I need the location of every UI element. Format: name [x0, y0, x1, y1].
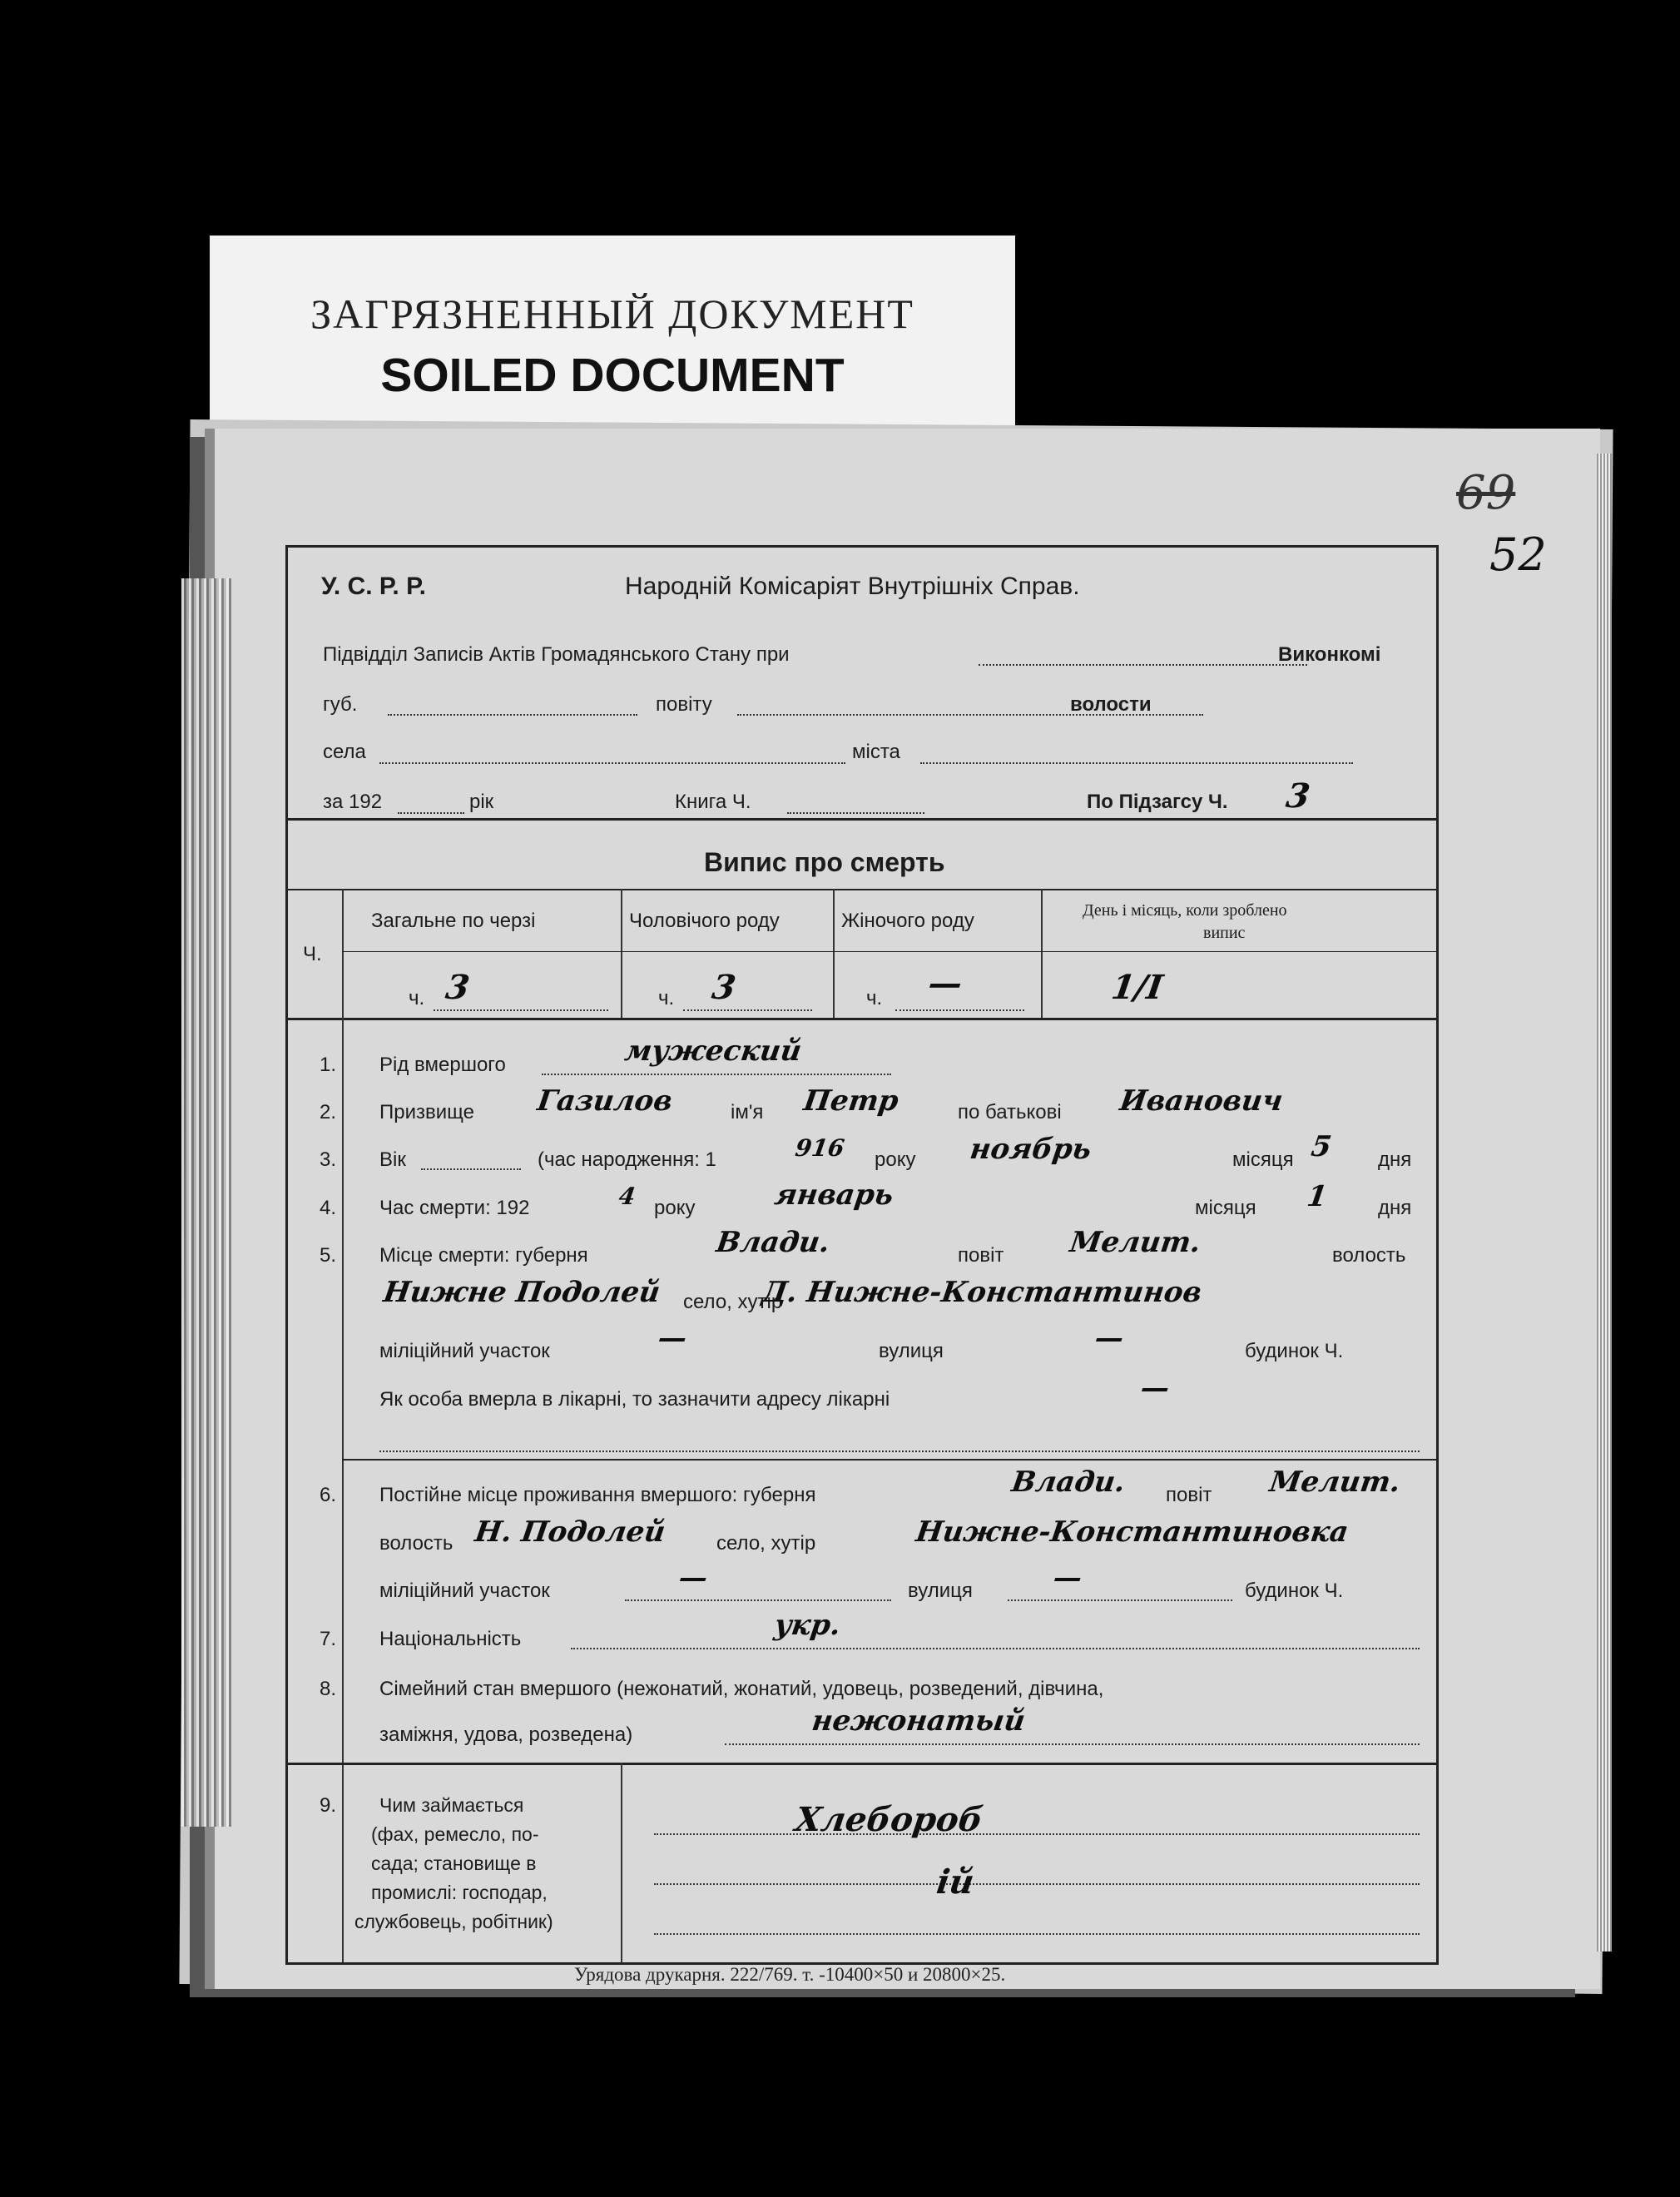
year-line: [398, 812, 464, 814]
row9-label-3: промислі: господар,: [371, 1882, 548, 1903]
row1-value: мужеский: [622, 1034, 804, 1068]
row8-value: нежонатый: [810, 1704, 1028, 1738]
row5-selo-value: Д. Нижне-Константинов: [760, 1276, 1204, 1309]
row2-patr: Иванович: [1118, 1084, 1286, 1118]
row2-surname: Газилов: [535, 1084, 675, 1118]
row4-num: 4.: [320, 1197, 337, 1219]
general-line: [434, 1009, 608, 1011]
subsection-value: 3: [1283, 776, 1313, 816]
stamp-ru: ЗАГРЯЗНЕННЫЙ ДОКУМЕНТ: [310, 290, 914, 337]
row9-divider: [621, 1763, 622, 1962]
table-top: [288, 889, 1436, 890]
header-book: Книга Ч.: [675, 791, 751, 813]
row5-hospital-label: Як особа вмерла в лікарні, то зазначити адресу лікарні: [379, 1388, 890, 1411]
row9-label-4: службовець, робітник): [354, 1911, 553, 1932]
soiled-document-stamp: [210, 236, 1015, 444]
female-line: [895, 1009, 1024, 1011]
table-mid: [342, 951, 1436, 952]
gub-line: [388, 714, 637, 716]
header-subdept: Підвідділ Записів Актів Громадянського Стану при: [323, 643, 790, 666]
row5-povit: Мелит.: [1068, 1226, 1203, 1259]
row6-selo-value: Нижне-Константиновка: [914, 1515, 1350, 1549]
header-gub: губ.: [323, 693, 358, 716]
row6-street-value: —: [1051, 1561, 1084, 1594]
row3-age-line: [421, 1168, 521, 1170]
numbers-column-line: [342, 1018, 344, 1962]
row9-label-1: (фах, ремесло, по-: [371, 1823, 539, 1845]
row8-label-l2: заміжня, удова, розведена): [379, 1723, 633, 1746]
row5-num: 5.: [320, 1244, 337, 1267]
row6-militia-label: міліційний участок: [379, 1580, 550, 1602]
stamp-en: SOILED DOCUMENT: [380, 349, 845, 402]
header-vykonkom: Виконкомі: [1278, 643, 1381, 666]
divider-row9: [288, 1763, 1436, 1765]
general-prefix: ч.: [409, 987, 425, 1009]
row4-year: 4: [617, 1183, 637, 1210]
row1-line: [542, 1074, 891, 1075]
row5-volost-label: волость: [1332, 1244, 1406, 1267]
header-mista: міста: [852, 741, 900, 763]
row5-hospital-value: —: [1138, 1371, 1172, 1405]
row9-line1: [654, 1833, 1420, 1835]
row4-day-label: дня: [1378, 1197, 1412, 1219]
row9-value-l2: ій: [934, 1862, 977, 1902]
row9-value-l1: Хлебороб: [792, 1800, 986, 1839]
row5-militia-label: міліційний участок: [379, 1340, 550, 1362]
row6-volost-label: волость: [379, 1532, 453, 1555]
row2-label: Призвище: [379, 1101, 474, 1123]
row4-day: 1: [1305, 1180, 1330, 1213]
selo-line: [379, 762, 845, 764]
header-selo: села: [323, 741, 366, 763]
row5-selo-label: село, хутір: [683, 1291, 783, 1313]
header-state: У. С. Р. Р.: [321, 573, 426, 600]
row9-line2: [654, 1883, 1420, 1885]
header-povit: повіту: [656, 693, 712, 716]
row6-povit-label: повіт: [1166, 1484, 1212, 1506]
col-date-l1: День і місяць, коли зроблено: [1083, 901, 1287, 920]
female-prefix: ч.: [866, 987, 883, 1009]
col-female: Жіночого роду: [841, 910, 974, 932]
header-subsection: По Підзагсу Ч.: [1087, 791, 1228, 813]
row9-line3: [654, 1933, 1420, 1935]
row3-year-label: року: [875, 1148, 916, 1171]
row6-gub: Влади.: [1009, 1465, 1127, 1499]
row7-label: Національність: [379, 1628, 522, 1650]
row5-gub: Влади.: [714, 1226, 832, 1259]
row5-street-value: —: [1093, 1322, 1126, 1355]
row6-povit: Мелит.: [1267, 1465, 1403, 1499]
row4-year-label: року: [654, 1197, 696, 1219]
female-value: —: [925, 964, 965, 1003]
row1-label: Рід вмершого: [379, 1054, 506, 1076]
row7-num: 7.: [320, 1628, 337, 1650]
row5-volost-value: Нижне Подолей: [381, 1276, 662, 1309]
row2-name: Петр: [801, 1084, 901, 1118]
header-year: за 192: [323, 791, 383, 813]
row8-num: 8.: [320, 1678, 337, 1700]
row3-year: 916: [793, 1134, 846, 1162]
divider-header: [288, 818, 1436, 821]
general-value: 3: [443, 968, 473, 1007]
row3-month-label: місяця: [1232, 1148, 1294, 1171]
row7-line: [571, 1648, 1420, 1649]
header-volost: волости: [1070, 693, 1152, 716]
row9-label-2: сада; становище в: [371, 1852, 537, 1874]
row6-street-line: [1008, 1599, 1232, 1601]
row8-line: [725, 1743, 1420, 1745]
row6-militia-line: [625, 1599, 891, 1601]
row2-patr-label: по батькові: [958, 1101, 1062, 1123]
row5-house-label: будинок Ч.: [1245, 1340, 1344, 1362]
divider-table: [288, 1018, 1436, 1020]
row9-num: 9.: [320, 1794, 337, 1817]
row3-month: ноябрь: [968, 1133, 1094, 1166]
row6-selo-label: село, хутір: [716, 1532, 816, 1555]
table-ch: Ч.: [303, 943, 322, 965]
male-prefix: ч.: [658, 987, 675, 1009]
row3-born: (час народження: 1: [538, 1148, 716, 1171]
row3-day: 5: [1309, 1130, 1334, 1163]
date-value: 1/I: [1108, 968, 1166, 1007]
mista-line: [920, 762, 1353, 764]
row5-hospital-line: [379, 1451, 1420, 1452]
book-line: [787, 812, 924, 814]
row4-month-label: місяця: [1195, 1197, 1256, 1219]
folio-old: 69: [1456, 466, 1516, 520]
subdept-line: [979, 664, 1307, 666]
table-v3: [833, 889, 835, 1018]
row5-militia-value: —: [656, 1322, 689, 1355]
row2-name-label: ім'я: [731, 1101, 764, 1123]
col-general: Загальне по черзі: [371, 910, 536, 932]
row6-volost-value: Н. Подолей: [473, 1515, 667, 1549]
row2-num: 2.: [320, 1101, 337, 1123]
col-male: Чоловічого роду: [629, 910, 780, 932]
row6-num: 6.: [320, 1484, 337, 1506]
table-v2: [621, 889, 622, 1018]
header-ministry: Народній Комісаріят Внутрішніх Справ.: [625, 573, 1080, 600]
row4-month: январь: [772, 1178, 896, 1212]
row4-label: Час смерти: 192: [379, 1197, 530, 1219]
col-date-l2: випис: [1203, 924, 1246, 942]
row6-militia-value: —: [676, 1561, 710, 1594]
row3-num: 3.: [320, 1148, 337, 1171]
row9-label-0: Чим займається: [379, 1794, 524, 1816]
row7-value: укр.: [772, 1609, 843, 1642]
page-edge: [1597, 454, 1612, 1952]
death-record-form: [285, 545, 1439, 1965]
row6-house-label: будинок Ч.: [1245, 1580, 1344, 1602]
male-value: 3: [709, 968, 739, 1007]
divider-row6: [342, 1459, 1436, 1461]
row5-label: Місце смерти: губерня: [379, 1244, 588, 1267]
row3-day-label: дня: [1378, 1148, 1412, 1171]
row6-label: Постійне місце проживання вмершого: губерня: [379, 1484, 816, 1506]
form-title: Випис про смерть: [704, 847, 945, 877]
header-year-suffix: рік: [469, 791, 494, 813]
row1-num: 1.: [320, 1054, 337, 1076]
folio-new: 52: [1489, 528, 1547, 581]
printer-footer: Урядова друкарня. 222/769. т. -10400×50 и 20800×25.: [574, 1964, 1006, 1985]
row6-street-label: вулиця: [908, 1580, 973, 1602]
row8-label-l1: Сімейний стан вмершого (нежонатий, жонатий, удовець, розведений, дівчина,: [379, 1678, 1104, 1700]
row5-street-label: вулиця: [879, 1340, 944, 1362]
table-v4: [1041, 889, 1043, 1018]
male-line: [683, 1009, 812, 1011]
row5-povit-label: повіт: [958, 1244, 1004, 1267]
row3-label: Вік: [379, 1148, 406, 1171]
table-v1: [342, 889, 344, 1018]
